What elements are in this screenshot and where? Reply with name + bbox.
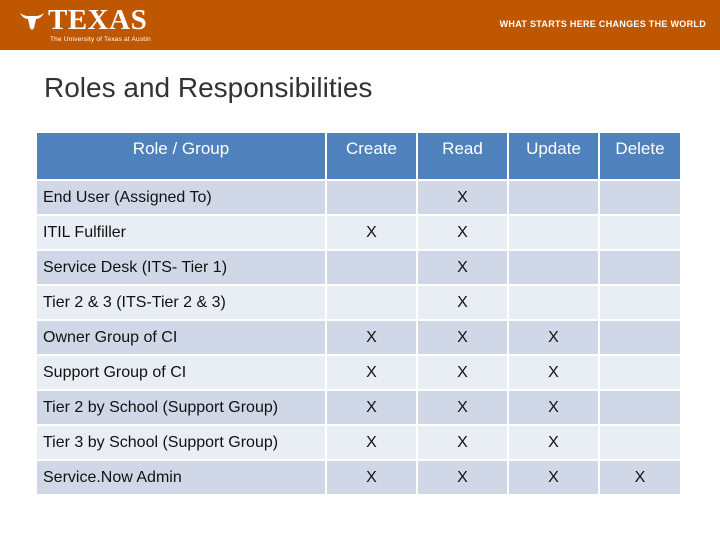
table-header-row (37, 133, 680, 179)
roles-table (35, 131, 682, 496)
update-cell (509, 181, 598, 214)
read-cell: X (418, 251, 507, 284)
table-row (37, 391, 680, 424)
delete-cell (600, 391, 680, 424)
create-cell: X (327, 356, 416, 389)
table-row (37, 356, 680, 389)
role-cell: Service.Now Admin (37, 461, 325, 494)
create-cell: X (327, 426, 416, 459)
create-cell: X (327, 461, 416, 494)
create-cell: X (327, 321, 416, 354)
tagline: WHAT STARTS HERE CHANGES THE WORLD (499, 19, 706, 29)
read-cell: X (418, 321, 507, 354)
header-banner (0, 0, 720, 50)
roles-table-container (37, 133, 682, 496)
role-cell: ITIL Fulfiller (37, 216, 325, 249)
delete-cell: X (600, 461, 680, 494)
delete-cell (600, 356, 680, 389)
table-row (37, 286, 680, 319)
read-cell: X (418, 426, 507, 459)
read-cell: X (418, 461, 507, 494)
role-cell: Tier 2 by School (Support Group) (37, 391, 325, 424)
longhorn-icon (20, 10, 44, 30)
table-row (37, 321, 680, 354)
role-cell: Support Group of CI (37, 356, 325, 389)
role-cell: Tier 3 by School (Support Group) (37, 426, 325, 459)
table-row (37, 426, 680, 459)
delete-cell (600, 321, 680, 354)
update-cell: X (509, 461, 598, 494)
delete-cell (600, 286, 680, 319)
update-cell (509, 216, 598, 249)
delete-cell (600, 216, 680, 249)
read-cell: X (418, 181, 507, 214)
read-cell: X (418, 286, 507, 319)
delete-cell (600, 181, 680, 214)
update-cell: X (509, 356, 598, 389)
read-cell: X (418, 216, 507, 249)
role-cell: Service Desk (ITS- Tier 1) (37, 251, 325, 284)
create-cell (327, 286, 416, 319)
create-cell: X (327, 391, 416, 424)
create-cell: X (327, 216, 416, 249)
column-header-update: Update (509, 133, 598, 179)
column-header-read: Read (418, 133, 507, 179)
create-cell (327, 181, 416, 214)
create-cell (327, 251, 416, 284)
university-logo[interactable] (20, 6, 151, 44)
update-cell: X (509, 321, 598, 354)
update-cell: X (509, 426, 598, 459)
table-row (37, 216, 680, 249)
logo-wordmark: TEXAS (48, 4, 148, 36)
column-header-delete: Delete (600, 133, 680, 179)
column-header-create: Create (327, 133, 416, 179)
table-row (37, 461, 680, 494)
update-cell (509, 251, 598, 284)
read-cell: X (418, 391, 507, 424)
column-header-role: Role / Group (37, 133, 325, 179)
role-cell: End User (Assigned To) (37, 181, 325, 214)
logo-subtitle: The University of Texas at Austin (50, 36, 151, 43)
role-cell: Owner Group of CI (37, 321, 325, 354)
page-title: Roles and Responsibilities (44, 72, 373, 103)
update-cell: X (509, 391, 598, 424)
update-cell (509, 286, 598, 319)
table-row (37, 181, 680, 214)
delete-cell (600, 251, 680, 284)
role-cell: Tier 2 & 3 (ITS-Tier 2 & 3) (37, 286, 325, 319)
delete-cell (600, 426, 680, 459)
table-row (37, 251, 680, 284)
read-cell: X (418, 356, 507, 389)
